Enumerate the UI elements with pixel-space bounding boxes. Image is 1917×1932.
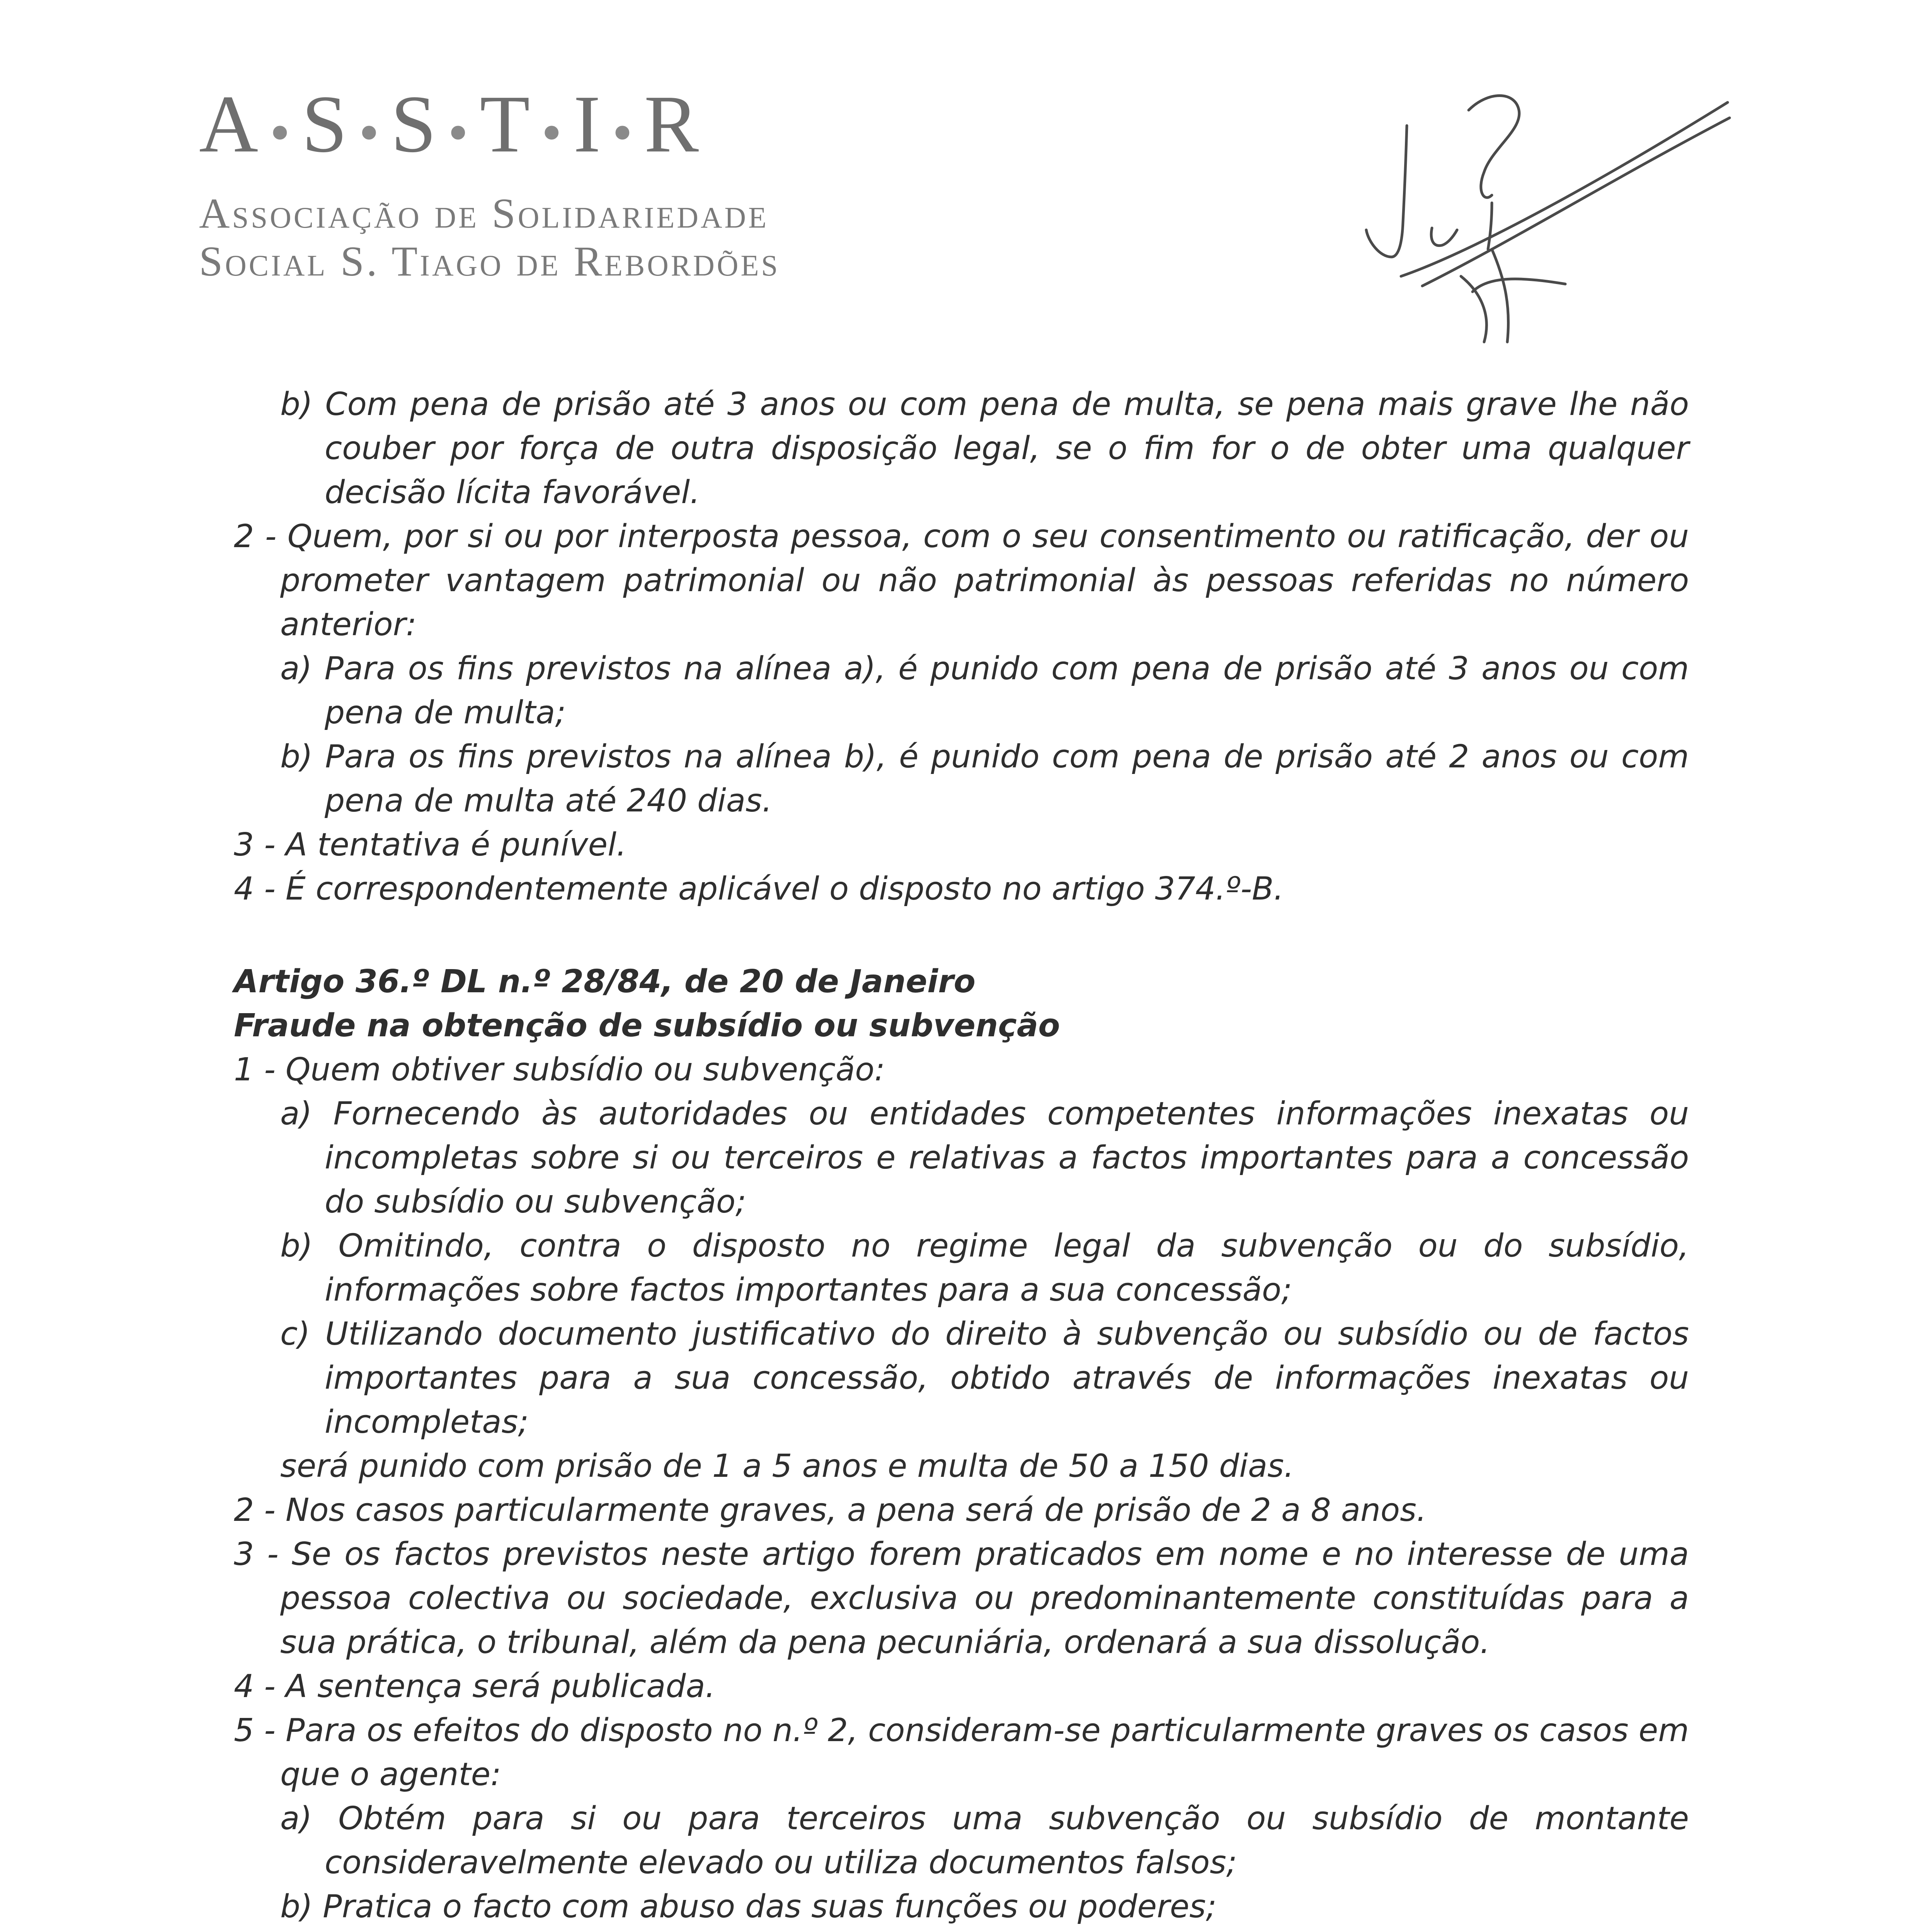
logo-subtitle-line1: Associação de Solidariedade [199,190,769,237]
paragraph [234,1929,1689,1932]
paragraph: a) Obtém para si ou para terceiros uma subvenção ou subsídio de montante consideravelmente elevado ou utiliza documentos falsos; [280,1800,1689,1881]
association-logo [199,78,856,285]
handwritten-signature [1364,75,1731,346]
logo-letter: S [301,78,351,169]
logo-acronym: A • S • S • T • I • R [199,78,702,169]
logo-letter: S [391,78,439,169]
paragraph: b) Pratica o facto com abuso das suas funções ou poderes; [280,1888,1217,1925]
paragraph: 2 - Quem, por si ou por interposta pessoa, com o seu consentimento ou ratificação, der ou prometer vantagem patrimonial ou não patrimonial às pessoas referidas no número anterior: [234,518,1689,643]
paragraph: 4 - É correspondentemente aplicável o disposto no artigo 374.º-B. [234,871,1284,907]
paragraph: 4 - A sentença será publicada. [234,1668,715,1705]
paragraph: 2 - Nos casos particularmente graves, a pena será de prisão de 2 a 8 anos. [234,1492,1427,1529]
paragraph: 1 - Quem obtiver subsídio ou subvenção: [234,1051,885,1088]
paragraph: será punido com prisão de 1 a 5 anos e multa de 50 a 150 dias. [280,1448,1294,1485]
paragraph: 3 - Se os factos previstos neste artigo forem praticados em nome e no interesse de uma pessoa colectiva ou sociedade, exclusiva ou predominantemente constituídas para a sua prática, o tribunal, além da pena pecuniária, ordenará a sua dissolução. [234,1536,1689,1661]
logo-letter: A [199,78,262,169]
paragraph: 3 - A tentativa é punível. [234,827,627,863]
paragraph: b) Omitindo, contra o disposto no regime legal da subvenção ou do subsídio, informações sobre factos importantes para a sua concessão; [280,1228,1689,1308]
logo-letter: T [480,78,533,169]
paragraph: a) Fornecendo às autoridades ou entidades competentes informações inexatas ou incompletas sobre si ou terceiros e relativas a factos importantes para a concessão do subsídio ou subvenção; [280,1095,1689,1220]
paragraph: b) Para os fins previstos na alínea b), é punido com pena de prisão até 2 anos ou com pena de multa até 240 dias. [280,738,1689,819]
logo-letter: I [573,78,604,169]
paragraph: 5 - Para os efeitos do disposto no n.º 2, consideram-se particularmente graves os casos em que o agente: [234,1712,1689,1793]
logo-subtitle-line2: Social S. Tiago de Rebordões [199,238,780,285]
paragraph: b) Com pena de prisão até 3 anos ou com pena de multa, se pena mais grave lhe não couber por força de outra disposição legal, se o fim for o de obter uma qualquer decisão lícita favorável. [280,386,1689,511]
logo-letter: R [644,78,702,169]
paragraph: a) Para os fins previstos na alínea a), é punido com pena de prisão até 3 anos ou com pena de multa; [280,650,1689,731]
article-title: Artigo 36.º DL n.º 28/84, de 20 de Janeiro [234,963,976,1000]
paragraph: c) Utilizando documento justificativo do direito à subvenção ou subsídio ou de factos importantes para a sua concessão, obtido através de informações inexatas ou incompletas; [280,1316,1689,1440]
article-subtitle: Fraude na obtenção de subsídio ou subvenção [234,1007,1060,1044]
document-body [234,383,1689,1932]
